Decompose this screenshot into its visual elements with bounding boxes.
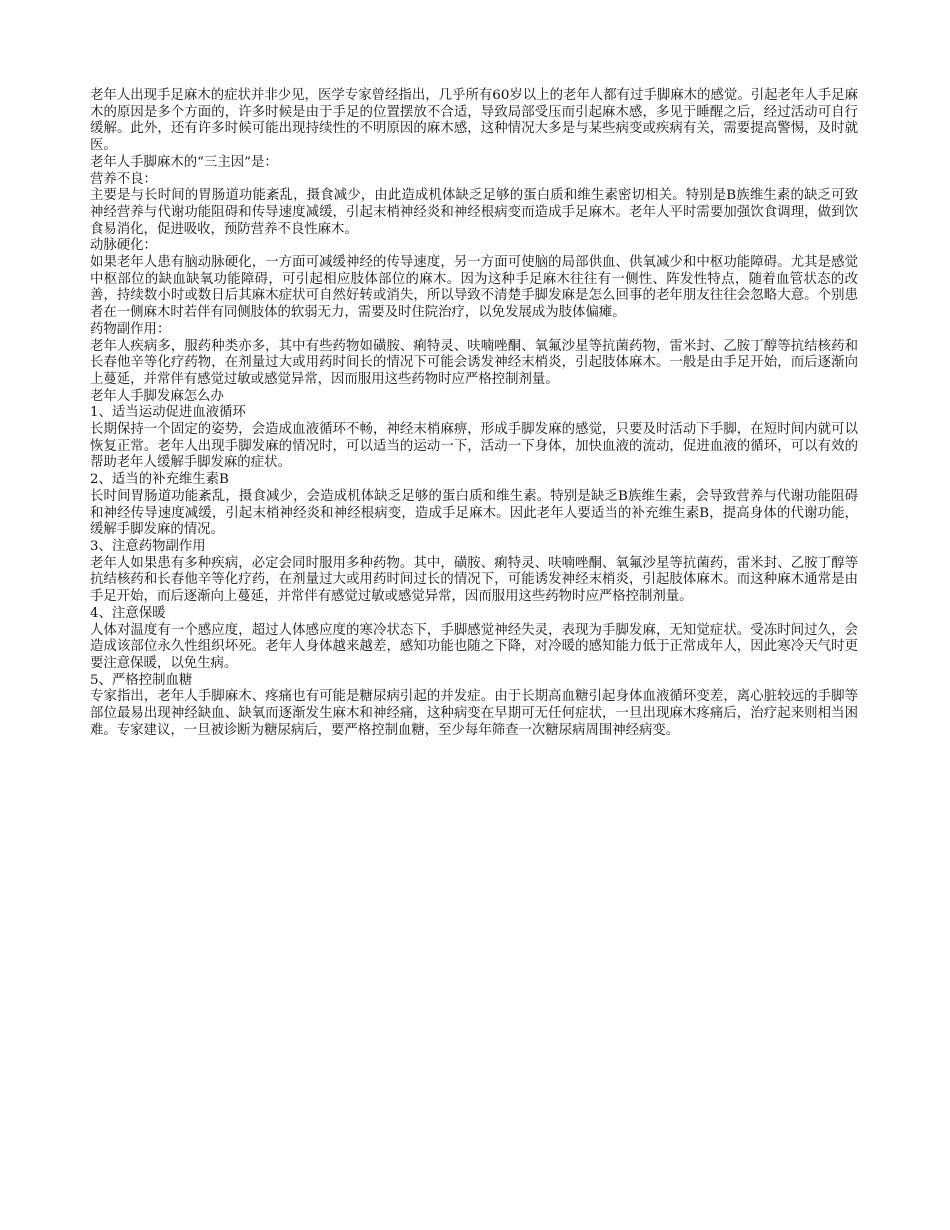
remedy-paragraph-vitamin-b: 长时间胃肠道功能紊乱，摄食减少，会造成机体缺乏足够的蛋白质和维生素。特别是缺乏B族维生素，会导致营养与代谢功能阻碍和神经传导速度减缓，引起末梢神经炎和神经根病变，造成手足麻木。因此老年人要适当的补充维生素B，提高身体的代谢功能，缓解手脚发麻的情况。: [90, 488, 858, 538]
cause-paragraph-drugs: 老年人疾病多，服药种类亦多，其中有些药物如磺胺、痢特灵、呋喃唑酮、氧氟沙星等抗菌药物，雷米封、乙胺丁醇等抗结核药和长春他辛等化疗药物，在剂量过大或用药时间长的情况下可能会诱发神经末梢炎，引起肢体麻木。一般是由手足开始，而后逐渐向上蔓延，并常伴有感觉过敏或感觉异常，因而服用这些药物时应严格控制剂量。: [90, 338, 858, 387]
cause-heading-drugs: 药物副作用：: [90, 321, 171, 337]
cause-heading-arteriosclerosis: 动脉硬化：: [90, 238, 157, 254]
cause-paragraph-arteriosclerosis: 如果老年人患有脑动脉硬化，一方面可减缓神经的传导速度，另一方面可使脑的局部供血、供氧减少和中枢功能障碍。尤其是感觉中枢部位的缺血缺氧功能障碍，可引起相应肢体部位的麻木。因为这种手足麻木往往有一侧性、阵发性特点，随着血管状态的改善，持续数小时或数日后其麻木症状可自然好转或消失，所以导致不清楚手脚发麻是怎么回事的老年朋友往往会忽略大意。个别患者在一侧麻木时若伴有同侧肢体的软弱无力，需要及时住院治疗，以免发展成为肢体偏瘫。: [90, 255, 858, 321]
cause-paragraph-nutrition: 主要是与长时间的胃肠道功能紊乱，摄食减少，由此造成机体缺乏足够的蛋白质和维生素密切相关。特别是B族维生素的缺乏可致神经营养与代谢功能阻碍和传导速度减缓，引起末梢神经炎和神经根病变而造成手足麻木。老年人平时需要加强饮食调理，做到饮食易消化，促进吸收，预防营养不良性麻木。: [90, 188, 858, 237]
remedy-heading-exercise: 1、适当运动促进血液循环: [90, 405, 246, 421]
cause-heading-nutrition: 营养不良：: [90, 171, 157, 187]
remedy-paragraph-exercise: 长期保持一个固定的姿势，会造成血液循环不畅，神经末梢麻痹，形成手脚发麻的感觉，只要及时活动下手脚，在短时间内就可以恢复正常。老年人出现手脚发麻的情况时，可以适当的运动一下，活动一下身体，加快血液的流动，促进血液的循环，可以有效的帮助老年人缓解手脚发麻的症状。: [90, 422, 858, 471]
article-body: [90, 88, 858, 739]
remedy-heading-drug-side-effects: 3、注意药物副作用: [90, 538, 206, 554]
remedies-heading: 老年人手脚发麻怎么办: [90, 388, 224, 404]
remedy-heading-keep-warm: 4、注意保暖: [90, 605, 166, 621]
intro-paragraph: 老年人出现手足麻木的症状并非少见，医学专家曾经指出，几乎所有60岁以上的老年人都有过手脚麻木的感觉。引起老年人手足麻木的原因是多个方面的，许多时候是由于手足的位置摆放不合适，导致局部受压而引起麻木感，多见于睡醒之后，经过活动可自行缓解。此外，还有许多时候可能出现持续性的不明原因的麻木感，这种情况大多是与某些病变或疾病有关，需要提高警惕，及时就医。: [90, 88, 858, 154]
remedy-heading-blood-sugar: 5、严格控制血糖: [90, 672, 193, 688]
remedy-heading-vitamin-b: 2、适当的补充维生素B: [90, 472, 229, 488]
remedy-paragraph-blood-sugar: 专家指出，老年人手脚麻木、疼痛也有可能是糖尿病引起的并发症。由于长期高血糖引起身体血液循环变差，离心脏较远的手脚等部位最易出现神经缺血、缺氧而逐渐发生麻木和神经痛，这种病变在早期可无任何症状，一旦出现麻木疼痛后，治疗起来则相当困难。专家建议，一旦被诊断为糖尿病后，要严格控制血糖，至少每年筛查一次糖尿病周围神经病变。: [90, 689, 858, 738]
causes-heading: 老年人手脚麻木的“三主因”是：: [90, 154, 278, 170]
remedy-paragraph-keep-warm: 人体对温度有一个感应度，超过人体感应度的寒冷状态下，手脚感觉神经失灵，表现为手脚发麻，无知觉症状。受冻时间过久，会造成该部位永久性组织坏死。老年人身体越来越差，感知功能也随之下降，对冷暖的感知能力低于正常成年人，因此寒冷天气时更要注意保暖，以免生病。: [90, 622, 858, 671]
remedy-paragraph-drug-side-effects: 老年人如果患有多种疾病，必定会同时服用多种药物。其中，磺胺、痢特灵、呋喃唑酮、氧氟沙星等抗菌药，雷米封、乙胺丁醇等抗结核药和长春他辛等化疗药，在剂量过大或用药时间过长的情况下，可能诱发神经末梢炎，引起肢体麻木。而这种麻木通常是由手足开始，而后逐渐向上蔓延，并常伴有感觉过敏或感觉异常，因而服用这些药物时应严格控制剂量。: [90, 555, 858, 605]
